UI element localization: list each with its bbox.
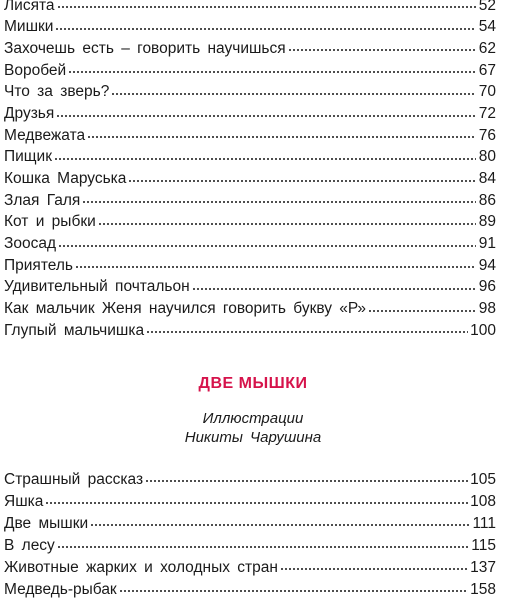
toc-entry (4, 556, 496, 578)
toc-entry-page: 105 (470, 470, 496, 488)
toc-entry-page: 72 (478, 104, 496, 122)
toc-entry-title: Захочешь есть – говорить научишься (4, 39, 286, 57)
toc-entry (4, 319, 496, 341)
dot-leader (111, 82, 476, 98)
toc-entry (4, 146, 496, 168)
toc-entry-page: 52 (478, 0, 496, 14)
toc-entry-page: 108 (470, 492, 496, 510)
dot-leader (57, 535, 469, 551)
dot-leader (146, 320, 468, 336)
table-of-contents-section (4, 468, 496, 600)
dot-leader (75, 255, 476, 271)
toc-entry (4, 189, 496, 211)
toc-entry-title: Две мышки (4, 514, 89, 532)
dot-leader (280, 557, 468, 573)
toc-entry (4, 102, 496, 124)
toc-entry-title: Страшный рассказ (4, 470, 144, 488)
table-of-contents (4, 0, 496, 341)
dot-leader (56, 103, 476, 119)
dot-leader (55, 17, 476, 33)
illustrator-name: Никиты Чарушина (184, 429, 322, 446)
toc-entry-title: Злая Галя (4, 191, 81, 209)
toc-entry (4, 233, 496, 255)
toc-entry-page: 137 (470, 558, 496, 576)
toc-entry (4, 81, 496, 103)
toc-entry (4, 512, 496, 534)
toc-entry-page: 96 (478, 278, 496, 296)
toc-entry-page: 91 (478, 235, 496, 253)
illustrations-credit-label: Иллюстрации (202, 410, 304, 427)
toc-entry (4, 59, 496, 81)
toc-entry (4, 578, 496, 600)
dot-leader (192, 277, 476, 293)
toc-entry-page: 84 (478, 170, 496, 187)
toc-entry-title: Воробей (4, 61, 67, 79)
toc-entry (4, 0, 496, 16)
dot-leader (128, 169, 476, 185)
toc-entry-page: 115 (471, 536, 496, 554)
toc-entry-page: 70 (478, 83, 496, 101)
toc-entry (4, 168, 496, 190)
toc-entry-title: Удивительный почтальон (4, 278, 190, 296)
toc-entry-page: 86 (478, 191, 496, 209)
dot-leader (87, 125, 476, 141)
toc-entry (4, 37, 496, 59)
dot-leader (288, 38, 476, 54)
dot-leader (119, 579, 468, 595)
toc-entry-title: Лисята (4, 0, 55, 14)
toc-entry-page: 80 (478, 148, 496, 166)
dot-leader (68, 60, 476, 76)
toc-entry-title: Приятель (4, 256, 73, 274)
toc-entry-page: 94 (478, 256, 496, 274)
section-heading: ДВЕ МЫШКИ (198, 375, 308, 392)
toc-entry-page: 100 (470, 321, 496, 339)
toc-entry-title: Животные жарких и холодных стран (4, 558, 278, 576)
toc-entry-title: Зоосад (4, 235, 57, 253)
toc-entry (4, 16, 496, 38)
toc-entry-title: Яшка (4, 492, 44, 510)
toc-entry-page: 89 (478, 213, 496, 231)
toc-entry-title: Пищик (4, 148, 52, 166)
toc-entry-title: Кот и рыбки (4, 213, 96, 231)
dot-leader (57, 0, 476, 11)
toc-entry-title: Что за зверь? (4, 83, 110, 101)
toc-entry-title: Глупый мальчишка (4, 321, 145, 339)
dot-leader (368, 299, 476, 315)
toc-entry (4, 468, 496, 490)
dot-leader (90, 513, 470, 529)
dot-leader (82, 190, 476, 206)
dot-leader (54, 147, 476, 163)
toc-entry-page: 98 (478, 300, 496, 318)
toc-entry-title: Мишки (4, 18, 54, 36)
toc-entry-title: Кошка Маруська (4, 170, 127, 187)
dot-leader (98, 212, 476, 228)
dot-leader (145, 469, 468, 485)
toc-entry (4, 276, 496, 298)
toc-entry (4, 490, 496, 512)
toc-entry-page: 62 (478, 39, 496, 57)
toc-entry-title: Как мальчик Женя научился говорить букву «Р» (4, 300, 367, 318)
toc-entry-page: 67 (478, 61, 496, 79)
toc-entry-page: 54 (478, 18, 496, 36)
toc-entry (4, 298, 496, 320)
toc-entry (4, 124, 496, 146)
toc-entry-title: Медвежата (4, 126, 86, 144)
toc-entry-page: 76 (478, 126, 496, 144)
dot-leader (58, 234, 476, 250)
toc-entry-page: 158 (470, 580, 496, 598)
toc-entry (4, 211, 496, 233)
toc-entry-title: Друзья (4, 104, 55, 122)
toc-entry-title: В лесу (4, 536, 55, 554)
dot-leader (45, 491, 468, 507)
toc-entry-page: 111 (472, 514, 496, 532)
toc-entry (4, 254, 496, 276)
toc-entry (4, 534, 496, 556)
toc-entry-title: Медведь-рыбак (4, 580, 117, 598)
